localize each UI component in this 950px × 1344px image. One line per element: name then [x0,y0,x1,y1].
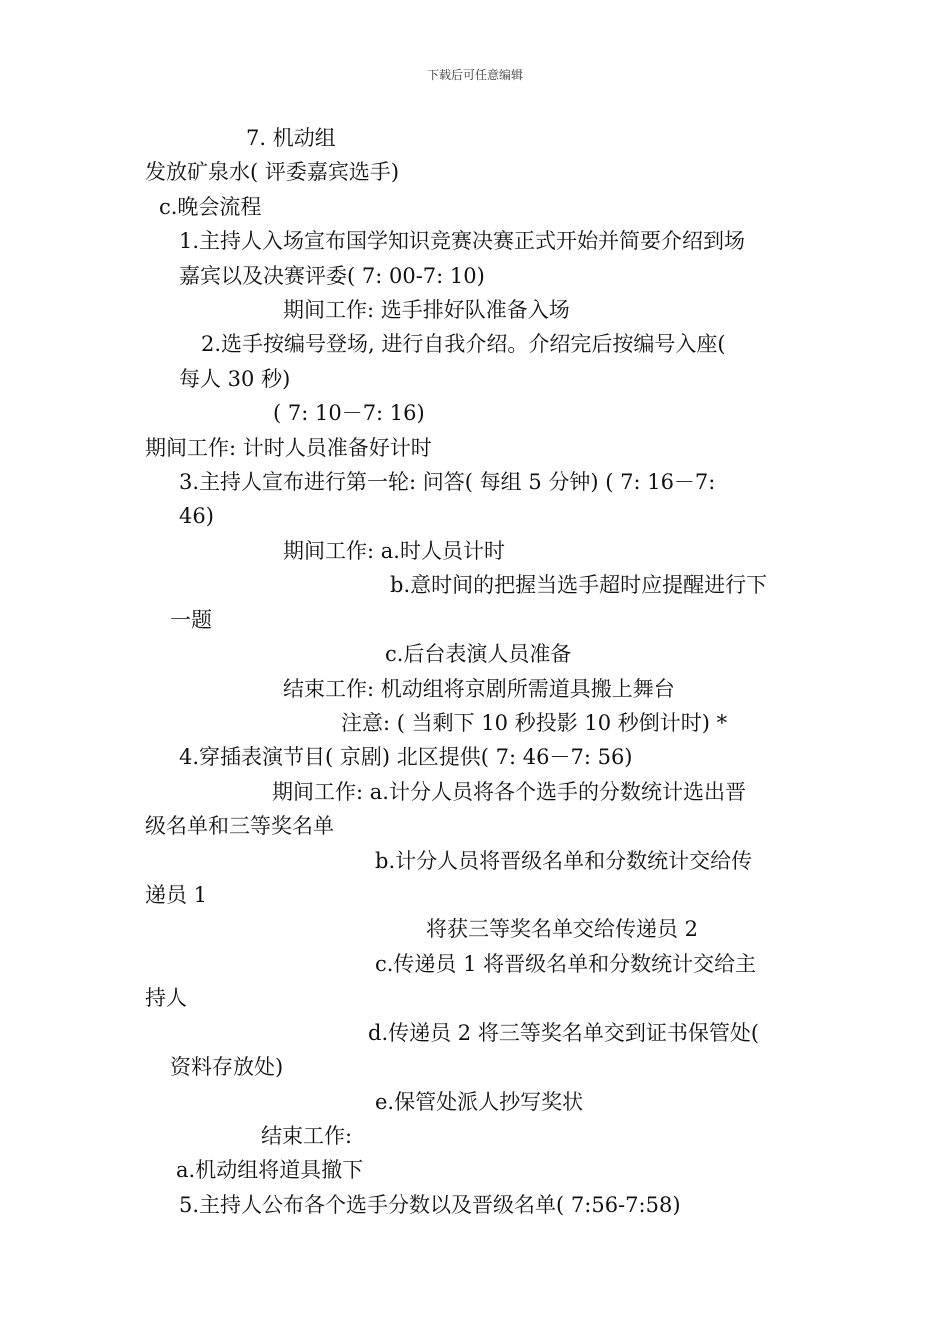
text-line: 5.主持人公布各个选手分数以及晋级名单( 7:56-7:58) [179,1193,681,1217]
text-line: 4.穿插表演节目( 京剧) 北区提供( 7: 46－7: 56) [179,745,633,769]
text-line: 期间工作: 选手排好队准备入场 [283,298,570,322]
text-line: b.意时间的把握当选手超时应提醒进行下 [390,573,768,597]
text-line: e.保管处派人抄写奖状 [375,1090,584,1114]
text-line: a.机动组将道具撤下 [176,1158,364,1182]
text-line: c.后台表演人员准备 [385,642,572,666]
text-line: c.传递员 1 将晋级名单和分数统计交给主 [375,952,757,976]
text-line: d.传递员 2 将三等奖名单交到证书保管处( [368,1021,760,1045]
text-line: 期间工作: a.计分人员将各个选手的分数统计选出晋 [272,780,746,804]
text-line: 一题 [170,608,212,632]
text-line: 结束工作: 机动组将京剧所需道具搬上舞台 [283,677,675,701]
text-line: 注意: ( 当剩下 10 秒投影 10 秒倒计时) * [341,711,728,735]
text-line: ( 7: 10－7: 16) [273,401,425,425]
text-line: c.晚会流程 [159,195,262,219]
page-header: 下载后可任意编辑 [426,68,523,82]
text-line: 嘉宾以及决赛评委( 7: 00-7: 10) [179,264,485,288]
text-line: 发放矿泉水( 评委嘉宾选手) [145,160,400,184]
text-line: 2.选手按编号登场, 进行自我介绍。介绍完后按编号入座( [201,332,726,356]
text-line: 期间工作: a.时人员计时 [283,539,505,563]
text-line: 持人 [145,986,187,1010]
text-line: 结束工作: [261,1124,353,1148]
text-line: 每人 30 秒) [179,367,291,391]
text-line: 1.主持人入场宣布国学知识竞赛决赛正式开始并简要介绍到场 [179,229,746,253]
text-line: 资料存放处) [170,1055,284,1079]
text-line: 级名单和三等奖名单 [145,814,334,838]
text-line: 7. 机动组 [246,126,336,150]
text-line: 46) [179,504,214,528]
text-line: 递员 1 [145,883,208,907]
text-line: b.计分人员将晋级名单和分数统计交给传 [375,849,753,873]
text-line: 3.主持人宣布进行第一轮: 问答( 每组 5 分钟) ( 7: 16－7: [179,470,716,494]
text-line: 期间工作: 计时人员准备好计时 [145,436,432,460]
text-line: 将获三等奖名单交给传递员 2 [426,917,699,941]
